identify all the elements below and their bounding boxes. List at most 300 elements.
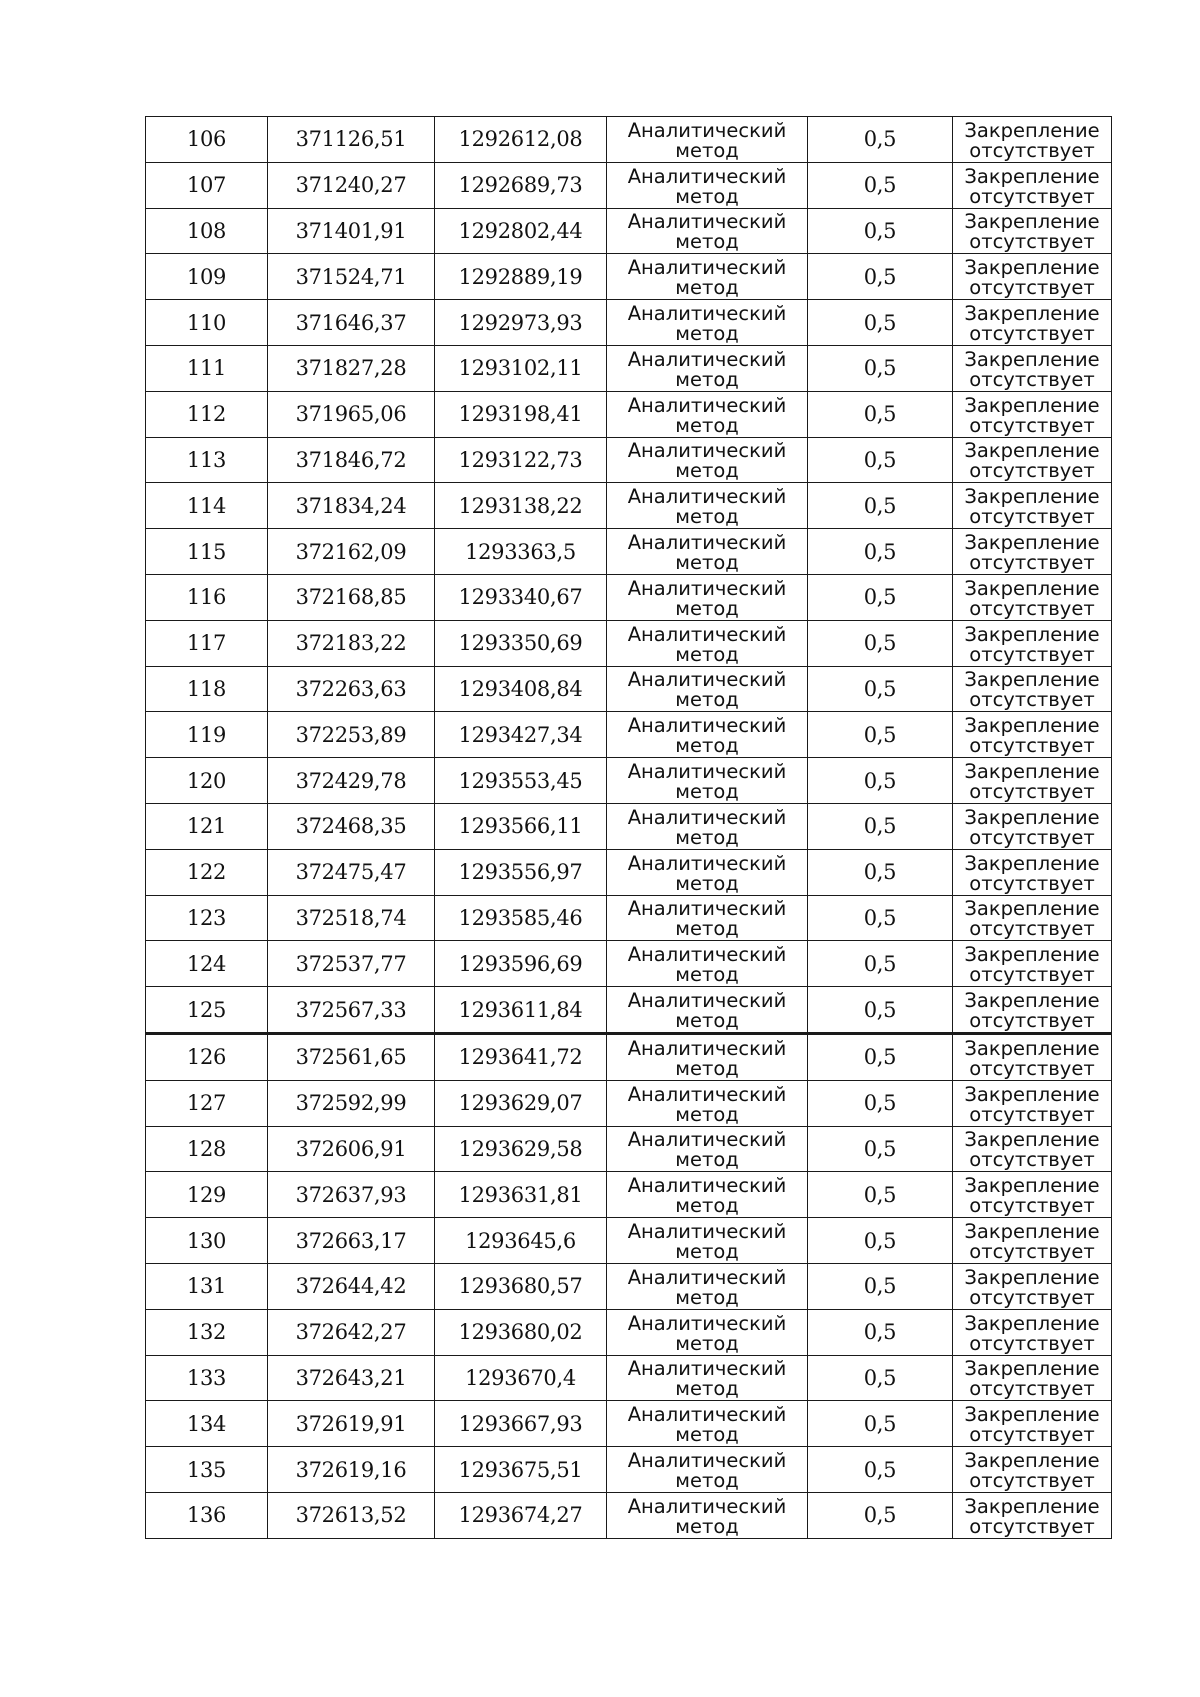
method-cell-line-2: метод (675, 276, 739, 300)
method-cell-line-2: метод (675, 551, 739, 575)
x-coordinate-cell: 372606,91 (268, 1126, 435, 1172)
fixation-cell (953, 1126, 1112, 1172)
y-coordinate-cell: 1293680,02 (435, 1309, 607, 1355)
fixation-cell-line-1: Закрепление (964, 1082, 1100, 1106)
method-cell-line-1: Аналитический (627, 118, 787, 142)
method-cell-line-1: Аналитический (627, 668, 787, 692)
fixation-cell-line-2: отсутствует (969, 138, 1095, 162)
method-cell-line-2: метод (675, 688, 739, 712)
y-coordinate-cell: 1293198,41 (435, 391, 607, 437)
accuracy-cell: 0,5 (808, 758, 953, 804)
method-cell (607, 941, 808, 987)
fixation-cell-line-2: отсутствует (969, 1331, 1095, 1355)
fixation-cell-line-2: отсутствует (969, 1514, 1095, 1538)
fixation-cell-line-2: отсутствует (969, 917, 1095, 941)
accuracy-cell: 0,5 (808, 803, 953, 849)
fixation-cell-line-2: отсутствует (969, 1285, 1095, 1309)
method-cell-line-2: метод (675, 825, 739, 849)
x-coordinate-cell: 372643,21 (268, 1355, 435, 1401)
fixation-cell (953, 1355, 1112, 1401)
fixation-cell (953, 1492, 1112, 1538)
method-cell-line-1: Аналитический (627, 1403, 787, 1427)
table-row (146, 254, 1112, 300)
method-cell-line-1: Аналитический (627, 164, 787, 188)
accuracy-cell: 0,5 (808, 529, 953, 575)
method-cell-line-2: метод (675, 367, 739, 391)
method-cell (607, 574, 808, 620)
table-row (146, 712, 1112, 758)
table-row (146, 895, 1112, 941)
accuracy-cell: 0,5 (808, 1309, 953, 1355)
y-coordinate-cell: 1293641,72 (435, 1033, 607, 1080)
fixation-cell-line-2: отсутствует (969, 367, 1095, 391)
fixation-cell (953, 1218, 1112, 1264)
point-number-cell: 124 (146, 941, 268, 987)
table-row (146, 1172, 1112, 1218)
method-cell (607, 391, 808, 437)
fixation-cell-line-1: Закрепление (964, 1449, 1100, 1472)
method-cell (607, 1447, 808, 1493)
fixation-cell-line-2: отсутствует (969, 1056, 1095, 1080)
point-number-cell: 106 (146, 117, 268, 163)
method-cell (607, 1080, 808, 1126)
y-coordinate-cell: 1293585,46 (435, 895, 607, 941)
accuracy-cell: 0,5 (808, 1401, 953, 1447)
method-cell-line-1: Аналитический (627, 1357, 787, 1381)
y-coordinate-cell: 1293138,22 (435, 483, 607, 529)
accuracy-cell: 0,5 (808, 712, 953, 758)
fixation-cell-line-1: Закрепление (964, 897, 1100, 921)
fixation-cell-line-1: Закрепление (964, 485, 1100, 509)
fixation-cell-line-1: Закрепление (964, 851, 1100, 875)
accuracy-cell: 0,5 (808, 849, 953, 895)
method-cell (607, 620, 808, 666)
point-number-cell: 116 (146, 574, 268, 620)
method-cell-line-2: метод (675, 413, 739, 437)
point-number-cell: 118 (146, 666, 268, 712)
method-cell-line-1: Аналитический (627, 1265, 787, 1289)
accuracy-cell: 0,5 (808, 162, 953, 208)
x-coordinate-cell: 372644,42 (268, 1263, 435, 1309)
table-row (146, 1492, 1112, 1538)
point-number-cell: 108 (146, 208, 268, 254)
x-coordinate-cell: 371846,72 (268, 437, 435, 483)
method-cell (607, 1218, 808, 1264)
method-cell (607, 437, 808, 483)
fixation-cell-line-1: Закрепление (964, 1494, 1100, 1518)
point-number-cell: 133 (146, 1355, 268, 1401)
accuracy-cell: 0,5 (808, 391, 953, 437)
method-cell-line-1: Аналитический (627, 714, 787, 738)
fixation-cell-line-2: отсутствует (969, 276, 1095, 300)
method-cell-line-2: метод (675, 1514, 739, 1538)
table-row (146, 758, 1112, 804)
method-cell (607, 1033, 808, 1080)
table-row (146, 803, 1112, 849)
method-cell-line-1: Аналитический (627, 1036, 787, 1060)
point-number-cell: 132 (146, 1309, 268, 1355)
method-cell-line-2: метод (675, 780, 739, 804)
x-coordinate-cell: 371524,71 (268, 254, 435, 300)
y-coordinate-cell: 1292612,08 (435, 117, 607, 163)
table-row (146, 1401, 1112, 1447)
method-cell (607, 987, 808, 1034)
method-cell-line-2: метод (675, 1469, 739, 1492)
fixation-cell-line-2: отсутствует (969, 413, 1095, 437)
fixation-cell-line-2: отсутствует (969, 596, 1095, 620)
accuracy-cell: 0,5 (808, 941, 953, 987)
x-coordinate-cell: 372263,63 (268, 666, 435, 712)
method-cell (607, 1126, 808, 1172)
method-cell-line-2: метод (675, 642, 739, 666)
method-cell (607, 1492, 808, 1538)
fixation-cell (953, 1447, 1112, 1493)
method-cell-line-2: метод (675, 184, 739, 208)
method-cell-line-1: Аналитический (627, 760, 787, 784)
fixation-cell-line-2: отсутствует (969, 1009, 1095, 1033)
method-cell-line-2: метод (675, 1009, 739, 1033)
table-row (146, 574, 1112, 620)
x-coordinate-cell: 371965,06 (268, 391, 435, 437)
y-coordinate-cell: 1293596,69 (435, 941, 607, 987)
method-cell (607, 712, 808, 758)
coordinates-table-body (146, 117, 1112, 1539)
x-coordinate-cell: 372475,47 (268, 849, 435, 895)
fixation-cell (953, 300, 1112, 346)
fixation-cell-line-1: Закрепление (964, 302, 1100, 326)
point-number-cell: 111 (146, 345, 268, 391)
fixation-cell (953, 941, 1112, 987)
method-cell-line-2: метод (675, 1240, 739, 1264)
method-cell-line-1: Аналитический (627, 805, 787, 829)
method-cell-line-2: метод (675, 734, 739, 758)
fixation-cell (953, 987, 1112, 1034)
x-coordinate-cell: 372613,52 (268, 1492, 435, 1538)
x-coordinate-cell: 372429,78 (268, 758, 435, 804)
y-coordinate-cell: 1293645,6 (435, 1218, 607, 1264)
accuracy-cell: 0,5 (808, 1492, 953, 1538)
y-coordinate-cell: 1293340,67 (435, 574, 607, 620)
method-cell-line-2: метод (675, 1331, 739, 1355)
point-number-cell: 119 (146, 712, 268, 758)
fixation-cell-line-1: Закрепление (964, 1357, 1100, 1381)
fixation-cell (953, 162, 1112, 208)
method-cell-line-2: метод (675, 1285, 739, 1309)
x-coordinate-cell: 372518,74 (268, 895, 435, 941)
y-coordinate-cell: 1293680,57 (435, 1263, 607, 1309)
y-coordinate-cell: 1292973,93 (435, 300, 607, 346)
point-number-cell: 125 (146, 987, 268, 1034)
method-cell (607, 666, 808, 712)
point-number-cell: 134 (146, 1401, 268, 1447)
fixation-cell-line-2: отсутствует (969, 871, 1095, 895)
fixation-cell (953, 1263, 1112, 1309)
fixation-cell-line-1: Закрепление (964, 989, 1100, 1013)
method-cell-line-1: Аналитический (627, 485, 787, 509)
fixation-cell-line-2: отсутствует (969, 1377, 1095, 1401)
y-coordinate-cell: 1293675,51 (435, 1447, 607, 1493)
method-cell-line-2: метод (675, 1056, 739, 1080)
x-coordinate-cell: 372183,22 (268, 620, 435, 666)
y-coordinate-cell: 1293631,81 (435, 1172, 607, 1218)
fixation-cell-line-1: Закрепление (964, 393, 1100, 417)
fixation-cell-line-2: отсутствует (969, 1240, 1095, 1264)
accuracy-cell: 0,5 (808, 254, 953, 300)
y-coordinate-cell: 1293629,07 (435, 1080, 607, 1126)
fixation-cell (953, 803, 1112, 849)
table-row (146, 941, 1112, 987)
point-number-cell: 130 (146, 1218, 268, 1264)
fixation-cell-line-2: отсутствует (969, 780, 1095, 804)
table-row (146, 1218, 1112, 1264)
method-cell-line-1: Аналитический (627, 1128, 787, 1152)
fixation-cell (953, 849, 1112, 895)
accuracy-cell: 0,5 (808, 1447, 953, 1493)
point-number-cell: 120 (146, 758, 268, 804)
method-cell (607, 803, 808, 849)
fixation-cell (953, 437, 1112, 483)
fixation-cell (953, 208, 1112, 254)
fixation-cell (953, 254, 1112, 300)
fixation-cell-line-2: отсутствует (969, 688, 1095, 712)
table-row (146, 987, 1112, 1034)
fixation-cell-line-1: Закрепление (964, 256, 1100, 280)
point-number-cell: 126 (146, 1033, 268, 1080)
method-cell-line-1: Аналитический (627, 576, 787, 600)
point-number-cell: 113 (146, 437, 268, 483)
fixation-cell (953, 712, 1112, 758)
fixation-cell (953, 666, 1112, 712)
point-number-cell: 109 (146, 254, 268, 300)
x-coordinate-cell: 371126,51 (268, 117, 435, 163)
method-cell-line-2: метод (675, 1377, 739, 1401)
point-number-cell: 136 (146, 1492, 268, 1538)
y-coordinate-cell: 1293611,84 (435, 987, 607, 1034)
method-cell-line-2: метод (675, 138, 739, 162)
y-coordinate-cell: 1293350,69 (435, 620, 607, 666)
method-cell-line-2: метод (675, 1148, 739, 1172)
table-row (146, 117, 1112, 163)
accuracy-cell: 0,5 (808, 1033, 953, 1080)
fixation-cell-line-2: отсутствует (969, 1194, 1095, 1218)
fixation-cell-line-1: Закрепление (964, 576, 1100, 600)
fixation-cell-line-2: отсутствует (969, 1102, 1095, 1126)
y-coordinate-cell: 1292889,19 (435, 254, 607, 300)
fixation-cell-line-1: Закрепление (964, 1036, 1100, 1060)
fixation-cell-line-2: отсутствует (969, 1148, 1095, 1172)
fixation-cell (953, 345, 1112, 391)
fixation-cell-line-1: Закрепление (964, 760, 1100, 784)
method-cell-line-1: Аналитический (627, 531, 787, 555)
accuracy-cell: 0,5 (808, 345, 953, 391)
y-coordinate-cell: 1293674,27 (435, 1492, 607, 1538)
y-coordinate-cell: 1293629,58 (435, 1126, 607, 1172)
x-coordinate-cell: 372637,93 (268, 1172, 435, 1218)
method-cell-line-1: Аналитический (627, 1494, 787, 1518)
fixation-cell-line-1: Закрепление (964, 1311, 1100, 1335)
accuracy-cell: 0,5 (808, 895, 953, 941)
fixation-cell-line-1: Закрепление (964, 1220, 1100, 1244)
accuracy-cell: 0,5 (808, 574, 953, 620)
x-coordinate-cell: 372567,33 (268, 987, 435, 1034)
fixation-cell (953, 529, 1112, 575)
method-cell-line-1: Аналитический (627, 347, 787, 371)
fixation-cell-line-1: Закрепление (964, 531, 1100, 555)
point-number-cell: 127 (146, 1080, 268, 1126)
point-number-cell: 107 (146, 162, 268, 208)
method-cell-line-1: Аналитический (627, 302, 787, 326)
fixation-cell-line-1: Закрепление (964, 668, 1100, 692)
point-number-cell: 131 (146, 1263, 268, 1309)
accuracy-cell: 0,5 (808, 117, 953, 163)
table-row (146, 1080, 1112, 1126)
accuracy-cell: 0,5 (808, 1218, 953, 1264)
fixation-cell-line-1: Закрепление (964, 1174, 1100, 1198)
method-cell (607, 758, 808, 804)
fixation-cell (953, 758, 1112, 804)
fixation-cell (953, 1033, 1112, 1080)
table-row (146, 300, 1112, 346)
method-cell-line-1: Аналитический (627, 897, 787, 921)
y-coordinate-cell: 1293553,45 (435, 758, 607, 804)
method-cell-line-1: Аналитический (627, 622, 787, 646)
fixation-cell (953, 1172, 1112, 1218)
method-cell-line-2: метод (675, 1194, 739, 1218)
table-row (146, 1126, 1112, 1172)
accuracy-cell: 0,5 (808, 208, 953, 254)
method-cell-line-1: Аналитический (627, 210, 787, 234)
table-row (146, 666, 1112, 712)
fixation-cell-line-2: отсутствует (969, 505, 1095, 529)
point-number-cell: 110 (146, 300, 268, 346)
x-coordinate-cell: 371834,24 (268, 483, 435, 529)
x-coordinate-cell: 372561,65 (268, 1033, 435, 1080)
table-row (146, 437, 1112, 483)
method-cell-line-1: Аналитический (627, 1174, 787, 1198)
method-cell (607, 300, 808, 346)
method-cell (607, 1172, 808, 1218)
method-cell-line-2: метод (675, 230, 739, 254)
accuracy-cell: 0,5 (808, 987, 953, 1034)
method-cell-line-2: метод (675, 459, 739, 483)
accuracy-cell: 0,5 (808, 300, 953, 346)
method-cell-line-2: метод (675, 1423, 739, 1447)
fixation-cell (953, 483, 1112, 529)
method-cell (607, 117, 808, 163)
x-coordinate-cell: 372168,85 (268, 574, 435, 620)
method-cell (607, 254, 808, 300)
fixation-cell (953, 117, 1112, 163)
method-cell-line-1: Аналитический (627, 1082, 787, 1106)
x-coordinate-cell: 371401,91 (268, 208, 435, 254)
method-cell (607, 162, 808, 208)
fixation-cell-line-1: Закрепление (964, 1403, 1100, 1427)
method-cell-line-2: метод (675, 1102, 739, 1126)
fixation-cell (953, 1401, 1112, 1447)
method-cell-line-1: Аналитический (627, 393, 787, 417)
point-number-cell: 112 (146, 391, 268, 437)
fixation-cell-line-2: отсутствует (969, 734, 1095, 758)
accuracy-cell: 0,5 (808, 1126, 953, 1172)
accuracy-cell: 0,5 (808, 437, 953, 483)
table-row (146, 1263, 1112, 1309)
fixation-cell (953, 391, 1112, 437)
point-number-cell: 115 (146, 529, 268, 575)
method-cell (607, 483, 808, 529)
fixation-cell-line-1: Закрепление (964, 805, 1100, 829)
fixation-cell-line-1: Закрепление (964, 714, 1100, 738)
fixation-cell-line-1: Закрепление (964, 439, 1100, 463)
y-coordinate-cell: 1293122,73 (435, 437, 607, 483)
y-coordinate-cell: 1293667,93 (435, 1401, 607, 1447)
x-coordinate-cell: 372537,77 (268, 941, 435, 987)
table-row (146, 1033, 1112, 1080)
fixation-cell-line-2: отсутствует (969, 1469, 1095, 1492)
method-cell (607, 895, 808, 941)
y-coordinate-cell: 1293670,4 (435, 1355, 607, 1401)
accuracy-cell: 0,5 (808, 620, 953, 666)
method-cell (607, 1401, 808, 1447)
x-coordinate-cell: 372619,91 (268, 1401, 435, 1447)
table-row (146, 620, 1112, 666)
method-cell-line-1: Аналитический (627, 1449, 787, 1472)
method-cell (607, 1355, 808, 1401)
fixation-cell-line-2: отсутствует (969, 184, 1095, 208)
fixation-cell-line-1: Закрепление (964, 118, 1100, 142)
method-cell-line-2: метод (675, 963, 739, 987)
accuracy-cell: 0,5 (808, 1172, 953, 1218)
fixation-cell-line-1: Закрепление (964, 164, 1100, 188)
accuracy-cell: 0,5 (808, 666, 953, 712)
accuracy-cell: 0,5 (808, 1263, 953, 1309)
x-coordinate-cell: 372642,27 (268, 1309, 435, 1355)
fixation-cell-line-2: отсутствует (969, 1423, 1095, 1447)
y-coordinate-cell: 1293427,34 (435, 712, 607, 758)
method-cell-line-1: Аналитический (627, 256, 787, 280)
table-row (146, 483, 1112, 529)
point-number-cell: 135 (146, 1447, 268, 1493)
x-coordinate-cell: 372592,99 (268, 1080, 435, 1126)
table-row (146, 529, 1112, 575)
accuracy-cell: 0,5 (808, 1080, 953, 1126)
method-cell (607, 849, 808, 895)
y-coordinate-cell: 1292802,44 (435, 208, 607, 254)
y-coordinate-cell: 1293566,11 (435, 803, 607, 849)
table-row (146, 849, 1112, 895)
table-row (146, 1309, 1112, 1355)
fixation-cell-line-1: Закрепление (964, 210, 1100, 234)
method-cell-line-2: метод (675, 917, 739, 941)
point-number-cell: 117 (146, 620, 268, 666)
table-row (146, 1447, 1112, 1493)
y-coordinate-cell: 1293363,5 (435, 529, 607, 575)
method-cell (607, 529, 808, 575)
point-number-cell: 122 (146, 849, 268, 895)
fixation-cell (953, 1080, 1112, 1126)
table-row (146, 1355, 1112, 1401)
y-coordinate-cell: 1293408,84 (435, 666, 607, 712)
y-coordinate-cell: 1293102,11 (435, 345, 607, 391)
fixation-cell-line-2: отсутствует (969, 551, 1095, 575)
fixation-cell-line-1: Закрепление (964, 622, 1100, 646)
method-cell-line-2: метод (675, 322, 739, 346)
table-row (146, 391, 1112, 437)
fixation-cell-line-2: отсутствует (969, 825, 1095, 849)
accuracy-cell: 0,5 (808, 1355, 953, 1401)
method-cell (607, 208, 808, 254)
fixation-cell-line-1: Закрепление (964, 1265, 1100, 1289)
fixation-cell-line-2: отсутствует (969, 230, 1095, 254)
